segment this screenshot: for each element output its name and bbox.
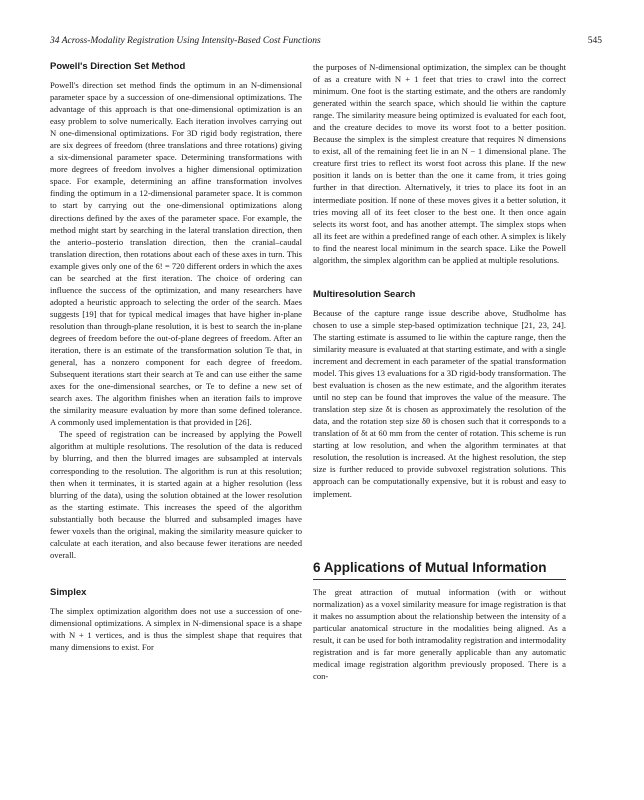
page-number: 545: [587, 36, 602, 46]
section-rule: [313, 579, 566, 580]
paragraph-multiresolution: Because of the capture range issue describe above, Studholme has chosen to use a simple step-based optimization technique [21, 23, 24]. The starting estimate is assumed to lie within the capture range, then the similarity measure is evaluated at that starting estimate, and with a single increment and decrement in each parameter of the spatial transformation model. This gives 13 evaluations for a 3D rigid-body transformation. The best evaluation is chosen as the new estimate, and the algorithm iterates until no step can be found that improves the value of the measure. The translation step size δt is chosen as approximately the resolution of the data, and the rotation step size δθ is chosen such that it corresponds to a translation of δt at 60 mm from the center of rotation. This scheme is run starting at low resolution, and when the algorithm terminates at that resolution, the resolution is increased. At the highest resolution, the step size is further reduced to provide subvoxel registration solutions. This approach can be computationally expensive, but it is robust and easy to implement.: [313, 307, 566, 499]
paragraph-simplex-2: the purposes of N-dimensional optimization, the simplex can be thought of as a creature with N + 1 feet that tries to crawl into the correct minimum. One foot is the starting estimate, and the others are randomly generated within the search space, which should lie within the capture range. The similarity measure being optimized is evaluated for each foot, and the creature decides to move its worst foot to a better position. Because the simplex is the simplest creature that requires N dimensions to exist, all of the remaining feet lie in an N − 1 dimensional plane. The creature first tries to reflect its worst foot across this plane. If the new position it lands on is better than the one it came from, it tries going further in that direction. Alternatively, it tries to place its foot in an intermediate position. If none of these moves gives it a better solution, it tries moving all of its feet closer to the best one. It then once again selects its worst foot, and has another attempt. The simplex stops when all its feet are within a predefined range of each other. A simplex is likely to find the nearest local minimum in the search space. Like the Powell algorithm, the simplex algorithm can be applied at multiple resolutions.: [313, 62, 566, 265]
heading-powell-method: Powell's Direction Set Method: [50, 61, 186, 72]
paragraph-mutual-information: The great attraction of mutual information (with or without normalization) as a voxel similarity measure for image registration is that it makes no assumption about the relationship between the intensity of a particular anatomical structure in the modalities being aligned. As a result, it can be used for both intramodality registration and intermodality registration and is far more generally applicable than any automatic medical image registration algorithm previously proposed. There is a con-: [313, 586, 566, 681]
paragraph-powell-2: The speed of registration can be increased by applying the Powell algorithm at multiple resolutions. The resolution of the data is reduced by blurring, and then the blurred images are subsampled at intervals corresponding to the resolution. The algorithm is run at this resolution; then when it terminates, it is started again at a higher resolution (less blurring of the data), using the solution obtained at the lower resolution as the starting estimate. This increases the speed of the algorithm substantially both because the blurred and subsampled images have fewer voxels than the original, making the similarity measure quicker to calculate at each iteration, and also because fewer iterations are needed overall.: [50, 429, 302, 560]
paragraph-simplex-1: The simplex optimization algorithm does not use a succession of one-dimensional optimizations. A simplex in N-dimensional space is a shape with N + 1 vertices, and is thus the simplest shape that requires that many dimensions to exist. For: [50, 605, 302, 653]
running-title: 34 Across-Modality Registration Using Intensity-Based Cost Functions: [50, 36, 321, 46]
paragraph-powell-1: Powell's direction set method finds the optimum in an N-dimensional parameter space by a succession of one-dimensional optimizations. The advantage of this approach is that one-dimensional optimization is an easy problem to solve numerically. Each iteration involves carrying out N one-dimensional optimizations. For 3D rigid body registration, there are six degrees of freedom (three translations and three rotations) giving a six-dimensional parameter space. Determining transformations with more degrees of freedom involves a higher dimensional optimization space. For example, determining an affine transformation involves finding the optimum in a 12-dimensional parameter space. It is common to start by carrying out the one-dimensional optimizations along directions defined by the axes of the parameter space. For example, the method might start by searching in the lateral translation direction, then the anterio–posterio translation direction, then the cranial–caudal translation direction, then rotations about each of these axes in turn. This example gives only one of the 6! = 720 different orders in which the axes can be searched at the first iteration. The choice of ordering can influence the success of the optimization, and many researchers have adopted a heuristic approach to selecting the order of the search. Maes suggests [19] that for typical medical images that have higher in-plane resolution than through-plane resolution, it is best to search the in-plane degrees of freedom before the out-of-plane degrees of freedom. After an iteration, there is an estimate of the transformation solution Te that, in general, has a nonzero component for each degree of freedom. Subsequent iterations start their search at Te and can use either the same axes for the one-dimensional searches, or Te to define a new set of search axes. The algorithm finishes when an iteration fails to improve the similarity measure evaluation by more than some defined tolerance. A commonly used implementation is that provided in [26].: [50, 80, 302, 428]
heading-multiresolution-search: Multiresolution Search: [313, 288, 416, 300]
heading-section-6: 6 Applications of Mutual Information: [313, 559, 547, 575]
right-column: [313, 61, 566, 682]
running-header: [50, 36, 602, 50]
left-column: [50, 61, 302, 653]
heading-simplex: Simplex: [50, 586, 87, 598]
